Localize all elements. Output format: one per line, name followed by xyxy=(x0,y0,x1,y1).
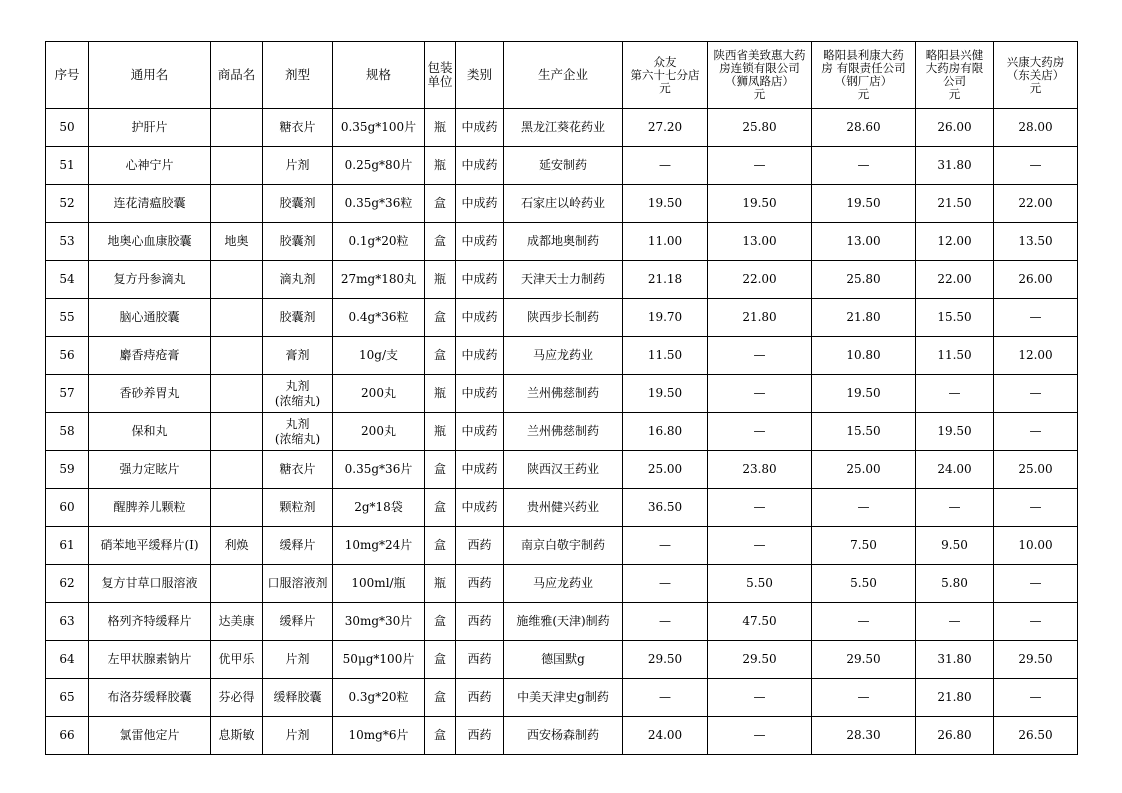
cell-unit: 瓶 xyxy=(425,413,456,451)
cell-unit: 盒 xyxy=(425,337,456,375)
text-line: 膏剂 xyxy=(285,348,310,362)
cell-manufacturer: 陕西步长制药 xyxy=(504,299,623,337)
cell-dosage-form xyxy=(263,375,333,413)
table-row xyxy=(46,147,1078,185)
cell-price-store-4: — xyxy=(916,489,994,527)
cell-unit: 盒 xyxy=(425,603,456,641)
cell-price-store-1: 19.50 xyxy=(623,185,708,223)
cell-price-store-1: 19.70 xyxy=(623,299,708,337)
cell-unit: 盒 xyxy=(425,679,456,717)
cell-price-store-1: 24.00 xyxy=(623,717,708,755)
cell-price-store-3: 7.50 xyxy=(812,527,916,565)
table-row xyxy=(46,299,1078,337)
table-row xyxy=(46,185,1078,223)
cell-price-store-1: 29.50 xyxy=(623,641,708,679)
text-line: (浓缩丸) xyxy=(274,393,321,408)
cell-price-store-4: 26.00 xyxy=(916,109,994,147)
text-line: 元 xyxy=(1029,80,1042,95)
cell-spec: 50μg*100片 xyxy=(333,641,425,679)
cell-unit: 瓶 xyxy=(425,375,456,413)
text-line: 糖衣片 xyxy=(279,120,316,134)
cell-price-store-5: 29.50 xyxy=(994,641,1078,679)
cell-brand-name xyxy=(211,109,263,147)
cell-price-store-4: 19.50 xyxy=(916,413,994,451)
cell-brand-name: 达美康 xyxy=(211,603,263,641)
cell-unit: 盒 xyxy=(425,185,456,223)
cell-price-store-3: 10.80 xyxy=(812,337,916,375)
text-line: 片剂 xyxy=(285,728,310,742)
cell-dosage-form xyxy=(263,109,333,147)
cell-price-store-5: 12.00 xyxy=(994,337,1078,375)
table-row xyxy=(46,603,1078,641)
cell-price-store-1: 25.00 xyxy=(623,451,708,489)
text-line: 颗粒剂 xyxy=(279,500,316,514)
cell-brand-name xyxy=(211,261,263,299)
cell-manufacturer: 西安杨森制药 xyxy=(504,717,623,755)
text-line: 元 xyxy=(753,87,766,101)
cell-category: 中成药 xyxy=(456,451,504,489)
cell-category: 中成药 xyxy=(456,147,504,185)
text-line: 胶囊剂 xyxy=(279,234,316,248)
cell-seq: 57 xyxy=(46,375,89,413)
cell-brand-name: 利焕 xyxy=(211,527,263,565)
cell-price-store-1: — xyxy=(623,147,708,185)
cell-dosage-form xyxy=(263,223,333,261)
cell-seq: 60 xyxy=(46,489,89,527)
cell-manufacturer: 兰州佛慈制药 xyxy=(504,413,623,451)
cell-unit: 盒 xyxy=(425,299,456,337)
table-row xyxy=(46,717,1078,755)
cell-spec: 10mg*6片 xyxy=(333,717,425,755)
cell-category: 中成药 xyxy=(456,413,504,451)
text-line: 缓释片 xyxy=(279,538,316,552)
cell-price-store-5: — xyxy=(994,489,1078,527)
cell-price-store-2: 5.50 xyxy=(708,565,812,603)
cell-dosage-form xyxy=(263,527,333,565)
cell-brand-name: 息斯敏 xyxy=(211,717,263,755)
cell-generic-name: 醒脾养儿颗粒 xyxy=(89,489,211,527)
cell-generic-name: 脑心通胶囊 xyxy=(89,299,211,337)
cell-price-store-2: 23.80 xyxy=(708,451,812,489)
cell-price-store-2: — xyxy=(708,147,812,185)
table-row xyxy=(46,451,1078,489)
cell-spec: 10mg*24片 xyxy=(333,527,425,565)
text-line: 口服溶液剂 xyxy=(267,576,328,590)
cell-price-store-3: 28.60 xyxy=(812,109,916,147)
text-line: 胶囊剂 xyxy=(279,196,316,210)
cell-price-store-4: 26.80 xyxy=(916,717,994,755)
table-row xyxy=(46,489,1078,527)
cell-seq: 54 xyxy=(46,261,89,299)
text-line: 缓释片 xyxy=(279,614,316,628)
cell-price-store-1: 21.18 xyxy=(623,261,708,299)
header-dosage-form: 剂型 xyxy=(263,42,333,109)
table-row xyxy=(46,261,1078,299)
cell-unit: 盒 xyxy=(425,527,456,565)
cell-price-store-5: 25.00 xyxy=(994,451,1078,489)
cell-price-store-2: 29.50 xyxy=(708,641,812,679)
table-body xyxy=(46,109,1078,755)
cell-price-store-3: 5.50 xyxy=(812,565,916,603)
cell-price-store-3: 29.50 xyxy=(812,641,916,679)
cell-brand-name xyxy=(211,299,263,337)
cell-dosage-form xyxy=(263,261,333,299)
table-row xyxy=(46,527,1078,565)
cell-price-store-4: 9.50 xyxy=(916,527,994,565)
text-line: （东关店） xyxy=(1006,67,1065,82)
cell-manufacturer: 兰州佛慈制药 xyxy=(504,375,623,413)
text-line: 单位 xyxy=(427,74,453,89)
cell-brand-name xyxy=(211,185,263,223)
cell-generic-name: 地奥心血康胶囊 xyxy=(89,223,211,261)
cell-price-store-3: 28.30 xyxy=(812,717,916,755)
cell-generic-name: 氯雷他定片 xyxy=(89,717,211,755)
cell-price-store-4: 21.80 xyxy=(916,679,994,717)
cell-price-store-2: 47.50 xyxy=(708,603,812,641)
text-line: 包装 xyxy=(427,60,453,75)
table-row xyxy=(46,109,1078,147)
cell-price-store-5: — xyxy=(994,565,1078,603)
text-line: 元 xyxy=(857,87,870,101)
price-table xyxy=(45,41,1078,755)
cell-manufacturer: 石家庄以岭药业 xyxy=(504,185,623,223)
cell-price-store-4: 24.00 xyxy=(916,451,994,489)
text-line: 公司 xyxy=(943,74,966,88)
cell-brand-name: 优甲乐 xyxy=(211,641,263,679)
cell-seq: 53 xyxy=(46,223,89,261)
cell-generic-name: 硝苯地平缓释片(Ⅰ) xyxy=(89,527,211,565)
cell-spec: 10g/支 xyxy=(333,337,425,375)
cell-dosage-form xyxy=(263,147,333,185)
cell-price-store-5: 26.00 xyxy=(994,261,1078,299)
cell-unit: 盒 xyxy=(425,451,456,489)
cell-price-store-2: — xyxy=(708,375,812,413)
cell-price-store-2: 21.80 xyxy=(708,299,812,337)
header-store-4 xyxy=(916,42,994,109)
cell-price-store-4: 31.80 xyxy=(916,641,994,679)
cell-category: 西药 xyxy=(456,603,504,641)
cell-generic-name: 复方甘草口服溶液 xyxy=(89,565,211,603)
text-line: 元 xyxy=(659,80,671,95)
cell-price-store-1: 11.00 xyxy=(623,223,708,261)
cell-price-store-1: 19.50 xyxy=(623,375,708,413)
cell-price-store-4: — xyxy=(916,603,994,641)
cell-spec: 0.4g*36粒 xyxy=(333,299,425,337)
cell-manufacturer: 马应龙药业 xyxy=(504,565,623,603)
cell-seq: 63 xyxy=(46,603,89,641)
cell-unit: 盒 xyxy=(425,489,456,527)
cell-generic-name: 强力定眩片 xyxy=(89,451,211,489)
cell-seq: 61 xyxy=(46,527,89,565)
text-line: 糖衣片 xyxy=(279,462,316,476)
table-row xyxy=(46,565,1078,603)
text-line: 房连锁有限公司 xyxy=(719,61,800,75)
cell-price-store-5: 22.00 xyxy=(994,185,1078,223)
cell-category: 西药 xyxy=(456,679,504,717)
table-row xyxy=(46,679,1078,717)
cell-unit: 瓶 xyxy=(425,261,456,299)
cell-dosage-form xyxy=(263,565,333,603)
cell-seq: 50 xyxy=(46,109,89,147)
cell-price-store-3: 19.50 xyxy=(812,375,916,413)
cell-price-store-3: 19.50 xyxy=(812,185,916,223)
header-brand-name: 商品名 xyxy=(211,42,263,109)
cell-price-store-4: 5.80 xyxy=(916,565,994,603)
cell-dosage-form xyxy=(263,337,333,375)
cell-generic-name: 布洛芬缓释胶囊 xyxy=(89,679,211,717)
header-row xyxy=(46,42,1078,109)
cell-manufacturer: 贵州健兴药业 xyxy=(504,489,623,527)
cell-generic-name: 心神宁片 xyxy=(89,147,211,185)
cell-price-store-4: 31.80 xyxy=(916,147,994,185)
cell-dosage-form xyxy=(263,679,333,717)
cell-dosage-form xyxy=(263,451,333,489)
cell-price-store-3: 21.80 xyxy=(812,299,916,337)
cell-brand-name: 芬必得 xyxy=(211,679,263,717)
cell-category: 西药 xyxy=(456,717,504,755)
cell-brand-name xyxy=(211,147,263,185)
text-line: 胶囊剂 xyxy=(279,310,316,324)
cell-price-store-5: — xyxy=(994,375,1078,413)
cell-price-store-2: — xyxy=(708,337,812,375)
cell-category: 中成药 xyxy=(456,261,504,299)
cell-dosage-form xyxy=(263,641,333,679)
cell-manufacturer: 中美天津史g制药 xyxy=(504,679,623,717)
cell-dosage-form xyxy=(263,603,333,641)
cell-spec: 0.25g*80片 xyxy=(333,147,425,185)
cell-generic-name: 香砂养胃丸 xyxy=(89,375,211,413)
cell-price-store-5: — xyxy=(994,679,1078,717)
cell-price-store-1: 11.50 xyxy=(623,337,708,375)
cell-brand-name xyxy=(211,413,263,451)
table-row xyxy=(46,223,1078,261)
cell-brand-name xyxy=(211,451,263,489)
cell-manufacturer: 天津天士力制药 xyxy=(504,261,623,299)
text-line: 兴康大药房 xyxy=(1006,54,1065,69)
cell-category: 中成药 xyxy=(456,489,504,527)
cell-price-store-5: — xyxy=(994,299,1078,337)
cell-spec: 0.3g*20粒 xyxy=(333,679,425,717)
cell-unit: 盒 xyxy=(425,223,456,261)
cell-price-store-1: — xyxy=(623,679,708,717)
header-manufacturer: 生产企业 xyxy=(504,42,623,109)
cell-seq: 66 xyxy=(46,717,89,755)
cell-manufacturer: 施维雅(天津)制药 xyxy=(504,603,623,641)
cell-brand-name xyxy=(211,337,263,375)
cell-price-store-2: 19.50 xyxy=(708,185,812,223)
cell-unit: 盒 xyxy=(425,717,456,755)
text-line: 元 xyxy=(948,87,961,101)
header-store-1 xyxy=(623,42,708,109)
cell-category: 西药 xyxy=(456,641,504,679)
cell-brand-name: 地奥 xyxy=(211,223,263,261)
text-line: 片剂 xyxy=(285,158,310,172)
cell-spec: 0.35g*100片 xyxy=(333,109,425,147)
cell-category: 中成药 xyxy=(456,109,504,147)
table-header xyxy=(46,42,1078,109)
cell-price-store-5: 28.00 xyxy=(994,109,1078,147)
cell-dosage-form xyxy=(263,717,333,755)
cell-spec: 0.35g*36片 xyxy=(333,451,425,489)
cell-spec: 0.1g*20粒 xyxy=(333,223,425,261)
cell-category: 中成药 xyxy=(456,337,504,375)
table-row xyxy=(46,337,1078,375)
cell-price-store-4: — xyxy=(916,375,994,413)
cell-spec: 2g*18袋 xyxy=(333,489,425,527)
header-generic-name: 通用名 xyxy=(89,42,211,109)
cell-brand-name xyxy=(211,565,263,603)
text-line: （狮凤路店） xyxy=(725,74,794,88)
cell-manufacturer: 成都地奥制药 xyxy=(504,223,623,261)
cell-category: 中成药 xyxy=(456,375,504,413)
cell-price-store-1: — xyxy=(623,603,708,641)
text-line: （钢厂店） xyxy=(834,74,893,88)
cell-price-store-2: 13.00 xyxy=(708,223,812,261)
cell-category: 中成药 xyxy=(456,185,504,223)
text-line: 略阳县兴健 xyxy=(925,48,984,62)
cell-category: 中成药 xyxy=(456,223,504,261)
header-spec: 规格 xyxy=(333,42,425,109)
cell-price-store-1: 36.50 xyxy=(623,489,708,527)
cell-price-store-3: 13.00 xyxy=(812,223,916,261)
text-line: 缓释胶囊 xyxy=(273,690,322,704)
cell-price-store-1: — xyxy=(623,527,708,565)
table-row xyxy=(46,413,1078,451)
text-line: 丸剂 xyxy=(285,378,310,393)
cell-unit: 瓶 xyxy=(425,109,456,147)
cell-category: 西药 xyxy=(456,527,504,565)
cell-seq: 59 xyxy=(46,451,89,489)
cell-price-store-1: 16.80 xyxy=(623,413,708,451)
cell-price-store-2: — xyxy=(708,489,812,527)
text-line: 滴丸剂 xyxy=(279,272,316,286)
cell-price-store-4: 11.50 xyxy=(916,337,994,375)
cell-generic-name: 左甲状腺素钠片 xyxy=(89,641,211,679)
cell-spec: 200丸 xyxy=(333,375,425,413)
cell-category: 中成药 xyxy=(456,299,504,337)
cell-manufacturer: 延安制药 xyxy=(504,147,623,185)
text-line: (浓缩丸) xyxy=(274,431,321,446)
text-line: 房 有限责任公司 xyxy=(821,61,906,75)
cell-manufacturer: 陕西汉王药业 xyxy=(504,451,623,489)
cell-price-store-4: 22.00 xyxy=(916,261,994,299)
text-line: 第六十七分店 xyxy=(630,67,700,82)
text-line: 片剂 xyxy=(285,652,310,666)
cell-seq: 56 xyxy=(46,337,89,375)
cell-spec: 0.35g*36粒 xyxy=(333,185,425,223)
header-category: 类别 xyxy=(456,42,504,109)
cell-price-store-5: 13.50 xyxy=(994,223,1078,261)
header-seq: 序号 xyxy=(46,42,89,109)
cell-price-store-2: — xyxy=(708,717,812,755)
cell-manufacturer: 黑龙江葵花药业 xyxy=(504,109,623,147)
cell-price-store-3: — xyxy=(812,147,916,185)
text-line: 众友 xyxy=(653,54,677,69)
cell-price-store-2: 22.00 xyxy=(708,261,812,299)
cell-generic-name: 连花清瘟胶囊 xyxy=(89,185,211,223)
cell-generic-name: 格列齐特缓释片 xyxy=(89,603,211,641)
cell-price-store-4: 21.50 xyxy=(916,185,994,223)
cell-generic-name: 复方丹参滴丸 xyxy=(89,261,211,299)
cell-generic-name: 保和丸 xyxy=(89,413,211,451)
text-line: 丸剂 xyxy=(285,416,310,431)
cell-price-store-5: — xyxy=(994,603,1078,641)
cell-price-store-3: 15.50 xyxy=(812,413,916,451)
cell-price-store-2: 25.80 xyxy=(708,109,812,147)
cell-brand-name xyxy=(211,489,263,527)
cell-price-store-2: — xyxy=(708,413,812,451)
cell-price-store-2: — xyxy=(708,679,812,717)
cell-price-store-1: 27.20 xyxy=(623,109,708,147)
cell-price-store-4: 12.00 xyxy=(916,223,994,261)
cell-price-store-5: — xyxy=(994,413,1078,451)
cell-price-store-3: 25.80 xyxy=(812,261,916,299)
cell-seq: 58 xyxy=(46,413,89,451)
cell-price-store-3: — xyxy=(812,603,916,641)
header-store-3 xyxy=(812,42,916,109)
cell-seq: 65 xyxy=(46,679,89,717)
table-row xyxy=(46,375,1078,413)
cell-unit: 瓶 xyxy=(425,147,456,185)
text-line: 略阳县利康大药 xyxy=(823,48,904,62)
cell-manufacturer: 南京白敬宇制药 xyxy=(504,527,623,565)
cell-spec: 30mg*30片 xyxy=(333,603,425,641)
cell-seq: 51 xyxy=(46,147,89,185)
cell-price-store-3: 25.00 xyxy=(812,451,916,489)
cell-seq: 55 xyxy=(46,299,89,337)
cell-seq: 64 xyxy=(46,641,89,679)
header-unit xyxy=(425,42,456,109)
text-line: 陕西省美致惠大药 xyxy=(713,48,806,62)
text-line: 大药房有限 xyxy=(925,61,984,75)
cell-dosage-form xyxy=(263,299,333,337)
cell-price-store-3: — xyxy=(812,489,916,527)
cell-spec: 100ml/瓶 xyxy=(333,565,425,603)
cell-price-store-5: 26.50 xyxy=(994,717,1078,755)
cell-price-store-2: — xyxy=(708,527,812,565)
cell-category: 西药 xyxy=(456,565,504,603)
cell-price-store-3: — xyxy=(812,679,916,717)
cell-unit: 瓶 xyxy=(425,565,456,603)
cell-price-store-5: 10.00 xyxy=(994,527,1078,565)
cell-brand-name xyxy=(211,375,263,413)
cell-dosage-form xyxy=(263,413,333,451)
header-store-5 xyxy=(994,42,1078,109)
cell-price-store-4: 15.50 xyxy=(916,299,994,337)
cell-generic-name: 麝香痔疮膏 xyxy=(89,337,211,375)
cell-price-store-5: — xyxy=(994,147,1078,185)
cell-manufacturer: 马应龙药业 xyxy=(504,337,623,375)
cell-unit: 盒 xyxy=(425,641,456,679)
cell-spec: 27mg*180丸 xyxy=(333,261,425,299)
cell-seq: 52 xyxy=(46,185,89,223)
cell-generic-name: 护肝片 xyxy=(89,109,211,147)
table-row xyxy=(46,641,1078,679)
cell-manufacturer: 德国默g xyxy=(504,641,623,679)
cell-seq: 62 xyxy=(46,565,89,603)
cell-dosage-form xyxy=(263,489,333,527)
cell-dosage-form xyxy=(263,185,333,223)
cell-spec: 200丸 xyxy=(333,413,425,451)
cell-price-store-1: — xyxy=(623,565,708,603)
header-store-2 xyxy=(708,42,812,109)
